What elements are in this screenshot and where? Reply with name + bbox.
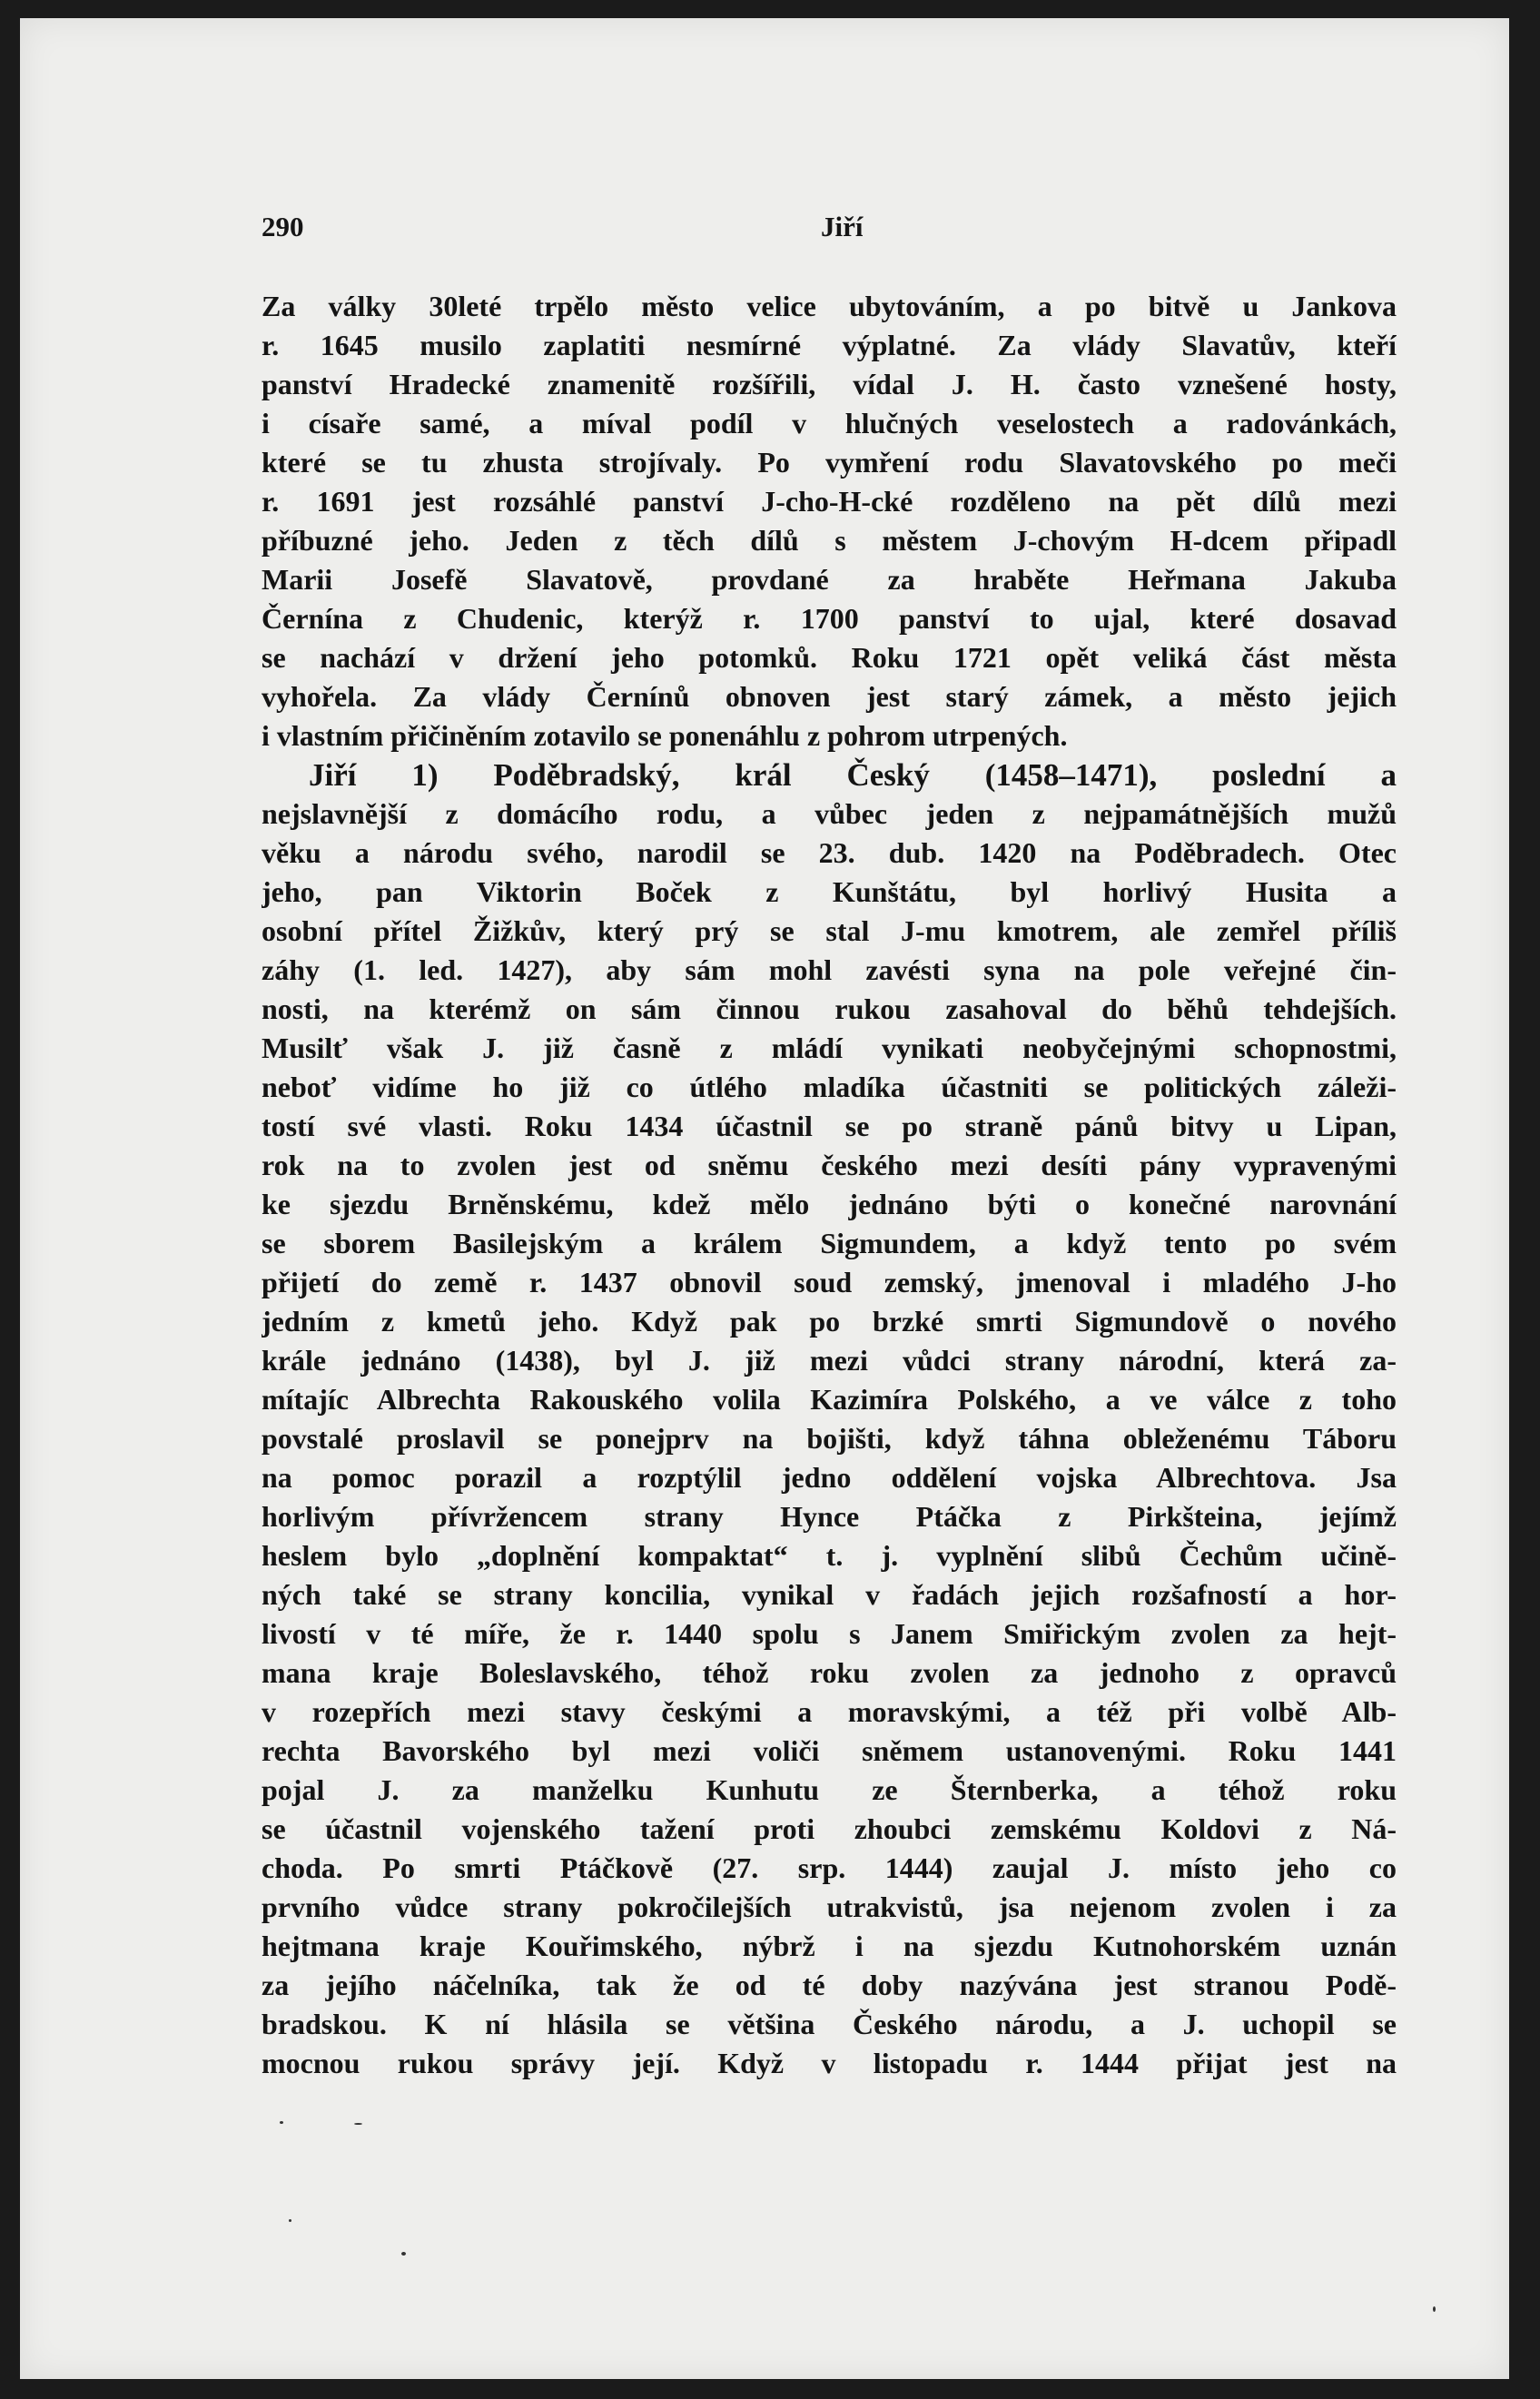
text-line: ných také se strany koncilia, vynikal v řadách jejich rozšafností a hor- [262,1578,1397,1611]
book-page [20,18,1509,2379]
text-line: livostí v té míře, že r. 1440 spolu s Janem Smiřickým zvolen za hejt- [262,1617,1397,1650]
page-number: 290 [262,211,304,242]
text-line: heslem bylo „doplnění kompaktat“ t. j. vyplnění slibů Čechům učině- [262,1539,1397,1572]
text-line: i vlastním přičiněním zotavilo se ponenáhlu z pohrom utrpených. [262,719,1068,752]
text-line: které se tu zhusta strojívaly. Po vymření rodu Slavatovského po meči [262,446,1397,479]
text-line: Musilť však J. již časně z mládí vynikati neobyčejnými schopnostmi, [262,1032,1397,1064]
speck [1433,2306,1436,2312]
text-line: na pomoc porazil a rozptýlil jedno oddělení vojska Albrechtova. Jsa [262,1461,1397,1494]
text-line: ke sjezdu Brněnskému, kdež mělo jednáno býti o konečné narovnání [262,1188,1397,1220]
text-line: neboť vidíme ho již co útlého mladíka účastniti se politických záleži- [262,1071,1397,1103]
text-line: prvního vůdce strany pokročilejších utrakvistů, jsa nejenom zvolen i za [262,1891,1397,1923]
text-line: krále jednáno (1438), byl J. již mezi vůdci strany národní, která za- [262,1344,1397,1377]
text-line: mocnou rukou správy její. Když v listopadu r. 1444 přijat jest na [262,2047,1397,2079]
article-text [262,287,1397,2122]
text-line: choda. Po smrti Ptáčkově (27. srp. 1444) zaujal J. místo jeho co [262,1851,1397,1884]
text-line: Černína z Chudenic, kterýž r. 1700 panství to ujal, které dosavad [262,602,1397,635]
entry-heading-line: Jiří 1) Poděbradský, král Český (1458–1471), poslední a [309,757,1397,793]
text-line: panství Hradecké znamenitě rozšířili, vídal J. H. často vznešené hosty, [262,368,1397,400]
text-line [262,2083,1397,2122]
running-head: Jiří [821,211,864,242]
text-line: mana kraje Boleslavského, téhož roku zvolen za jednoho z opravců [262,1656,1397,1689]
text-line: i císaře samé, a míval podíl v hlučných veselostech a radovánkách, [262,407,1397,439]
text-line: se sborem Basilejským a králem Sigmundem, a když tento po svém [262,1227,1397,1259]
text-line: věku a národu svého, narodil se 23. dub. 1420 na Poděbradech. Otec [262,836,1397,869]
text-line: v rozepřích mezi stavy českými a moravskými, a též při volbě Alb- [262,1695,1397,1728]
text-line: za jejího náčelníka, tak že od té doby nazývána jest stranou Podě- [262,1969,1397,2001]
text-line: povstalé proslavil se ponejprv na bojišti, když táhna obleženému Táboru [262,1422,1397,1455]
speck [354,2123,362,2125]
text-line: jedním z kmetů jeho. Když pak po brzké smrti Sigmundově o nového [262,1305,1397,1338]
text-line: rok na to zvolen jest od sněmu českého mezi desíti pány vypravenými [262,1149,1397,1181]
text-line: mítajíc Albrechta Rakouského volila Kazimíra Polského, a ve válce z toho [262,1383,1397,1416]
text-line: horlivým přívržencem strany Hynce Ptáčka z Pirkšteina, jejímž [262,1500,1397,1533]
text-line: r. 1645 musilo zaplatiti nesmírné výplatné. Za vlády Slavatův, kteří [262,329,1397,361]
speck [401,2252,406,2256]
text-line: vyhořela. Za vlády Černínů obnoven jest starý zámek, a město jejich [262,680,1397,713]
text-line: r. 1691 jest rozsáhlé panství J-cho-H-cké rozděleno na pět dílů mezi [262,485,1397,518]
text-line: Za války 30leté trpělo město velice ubytováním, a po bitvě u Jankova [262,290,1397,322]
text-line: rechta Bavorského byl mezi voliči sněmem ustanovenými. Roku 1441 [262,1734,1397,1767]
page-header [262,211,1397,256]
text-line: pojal J. za manželku Kunhutu ze Šternberka, a téhož roku [262,1773,1397,1806]
text-line: se účastnil vojenského tažení proti zhoubci zemskému Koldovi z Ná- [262,1812,1397,1845]
text-line: bradskou. K ní hlásila se většina Českého národu, a J. uchopil se [262,2008,1397,2040]
speck [280,2121,283,2124]
text-line: se nachází v držení jeho potomků. Roku 1721 opět veliká část města [262,641,1397,674]
speck [289,2219,291,2222]
text-line: nejslavnější z domácího rodu, a vůbec jeden z nejpamátnějších mužů [262,797,1397,830]
text-line: nosti, na kterémž on sám činnou rukou zasahoval do běhů tehdejších. [262,992,1397,1025]
text-line: záhy (1. led. 1427), aby sám mohl zavésti syna na pole veřejné čin- [262,953,1397,986]
text-line: příbuzné jeho. Jeden z těch dílů s městem J-chovým H-dcem připadl [262,524,1397,557]
text-line: hejtmana kraje Kouřimského, nýbrž i na sjezdu Kutnohorském uznán [262,1930,1397,1962]
text-line: osobní přítel Žižkův, který prý se stal J-mu kmotrem, ale zemřel příliš [262,914,1397,947]
text-line: jeho, pan Viktorin Boček z Kunštátu, byl horlivý Husita a [262,875,1397,908]
text-line: přijetí do země r. 1437 obnovil soud zemský, jmenoval i mladého J-ho [262,1266,1397,1298]
text-line: tostí své vlasti. Roku 1434 účastnil se po straně pánů bitvy u Lipan, [262,1110,1397,1142]
text-line: Marii Josefě Slavatově, provdané za hraběte Heřmana Jakuba [262,563,1397,596]
